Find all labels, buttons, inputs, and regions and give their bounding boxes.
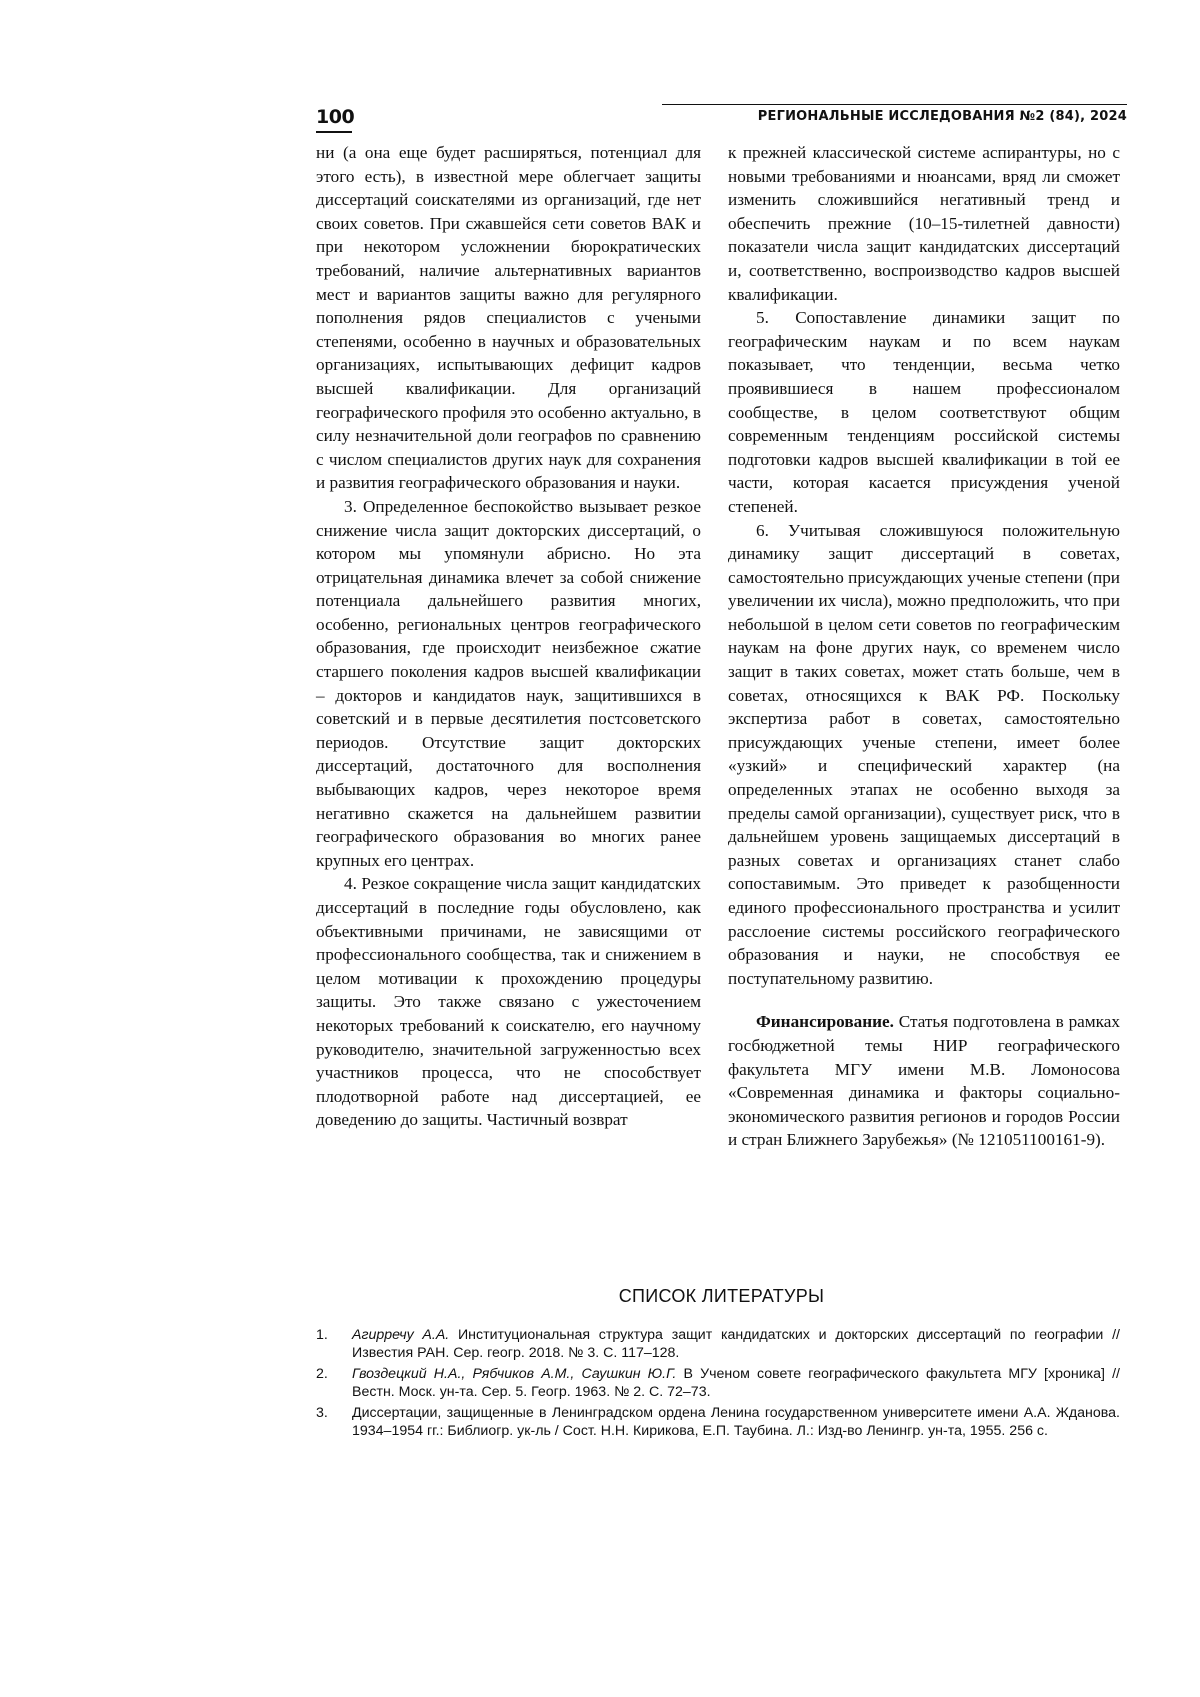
paragraph: 3. Определенное беспокойство вызывает резкое снижение числа защит докторских диссертаций, о котором мы упомянули абрисно. Но эта отрицательная динамика влечет за собой снижение потенциала дальнейшего развития многих, особенно, региональных центров географического образования, где происходит неизбежное сжатие старшего поколения кадров высшей квалификации – докторов и кандидатов наук, защитившихся в советский и в первые десятилетия постсоветского периодов. Отсутствие защит докторских диссертаций, достаточного для восполнения выбывающих кадров, через некоторое время негативно скажется на дальнейшем развитии географического образования во многих ранее крупных его центрах. <box>316 496 701 870</box>
reference-authors: Гвоздецкий Н.А., Рябчиков А.М., Саушкин Ю.Г. <box>352 1365 684 1382</box>
reference-item <box>316 1326 1120 1363</box>
journal-title: РЕГИОНАЛЬНЫЕ ИССЛЕДОВАНИЯ №2 (84), 2024 <box>757 109 1127 124</box>
funding-paragraph <box>728 1010 1120 1152</box>
paragraph: 5. Сопоставление динамики защит по географическим наукам и по всем наукам показывает, что тенденции, весьма четко проявившиеся в нашем профессионалом сообществе, в целом соответствуют общим современным тенденциям российской системы подготовки кадров высшей квалификации в той ее части, которая касается присуждения ученой степеней. <box>728 308 1120 516</box>
reference-number: 1. <box>316 1327 328 1343</box>
reference-text: В Ученом совете географического факультета МГУ [хроника] // Вестн. Моск. ун-та. Сер. 5. Геогр. 1963. № 2. С. 72–73. <box>352 1365 1120 1401</box>
right-column <box>728 141 1120 1152</box>
reference-text: Институциональная структура защит кандидатских и докторских диссертаций по географии // Известия РАН. Сер. геогр. 2018. № 3. С. 117–128. <box>352 1327 1120 1362</box>
reference-item <box>316 1404 1120 1441</box>
page-header <box>316 104 1127 132</box>
page-number: 100 <box>316 106 355 128</box>
reference-authors: Агирречу А.А. <box>352 1327 458 1343</box>
paragraph: ни (а она еще будет расширяться, потенциал для этого есть), в известной мере облегчает защиты диссертаций соискателями из организаций, где нет своих советов. При сжавшейся сети советов ВАК и при некотором усложнении бюрократических требований, наличие альтернативных вариантов мест и вариантов защиты важно для регулярного пополнения рядов специалистов с учеными степенями, особенно в научных и образовательных организациях, испытывающих дефицит кадров высшей квалификации. Для организаций географического профиля это особенно актуально, в силу незначительной доли географов по сравнению с числом специалистов других наук для сохранения и развития географического образования и науки. <box>316 143 701 493</box>
reference-number: 3. <box>316 1404 328 1421</box>
references-list <box>316 1326 1120 1442</box>
reference-text: Диссертации, защищенные в Ленинградском ордена Ленина государственном университете имени А.А. Жданова. 1934–1954 гг.: Библиогр. ук-ль / Сост. Н.Н. Кирикова, Е.П. Таубина. Л.: Изд-во Ленингр. ун-та, 1955. 256 с. <box>352 1404 1120 1440</box>
funding-label: Финансирование. <box>756 1012 894 1032</box>
header-rule <box>662 104 1127 105</box>
reference-number: 2. <box>316 1365 328 1382</box>
paragraph: к прежней классической системе аспирантуры, но с новыми требованиями и нюансами, вряд ли сможет изменить сложившийся негативный тренд и обеспечить прежние (10–15-тилетней давности) показатели числа защит кандидатских диссертаций и, соответственно, воспроизводство кадров высшей квалификации. <box>728 143 1120 304</box>
funding-text: Статья подготовлена в рамках госбюджетной темы НИР географического факультета МГУ имени М.В. Ломоносова «Современная динамика и факторы социально-экономического развития регионов и городов России и стран Ближнего Зарубежья» (№ 121051100161-9). <box>728 1012 1120 1150</box>
reference-item <box>316 1365 1120 1402</box>
left-column <box>316 141 701 1132</box>
references-title: СПИСОК ЛИТЕРАТУРЫ <box>618 1286 825 1306</box>
page-number-underline <box>316 131 352 133</box>
paragraph: 4. Резкое сокращение числа защит кандидатских диссертаций в последние годы обусловлено, как объективными причинами, не зависящими от профессионального сообщества, так и снижением в целом мотивации к прохождению процедуры защиты. Это также связано с ужесточением некоторых требований к соискателю, его научному руководителю, значительной загруженностью всех участников процесса, что не способствует плодотворной работе над диссертацией, ее доведению до защиты. Частичный возврат <box>316 874 701 1130</box>
paragraph: 6. Учитывая сложившуюся положительную динамику защит диссертаций в советах, самостоятельно присуждающих ученые степени (при увеличении их числа), можно предположить, что при небольшой в целом сети советов по географическим наукам на фоне других наук, со временем число защит в таких советах, может стать больше, чем в советах, относящихся к ВАК РФ. Поскольку экспертиза работ в советах, самостоятельно присуждающих ученые степени, имеет более «узкий» и специфический характер (на определенных этапах не особенно выходя за пределы самой организации), существует риск, что в дальнейшем уровень защищаемых диссертаций в разных советах и организациях станет слабо сопоставимым. Это приведет к разобщенности единого профессионального пространства и усилит расслоение системы российского географического образования и науки, не способствуя ее поступательному развитию. <box>728 520 1120 988</box>
